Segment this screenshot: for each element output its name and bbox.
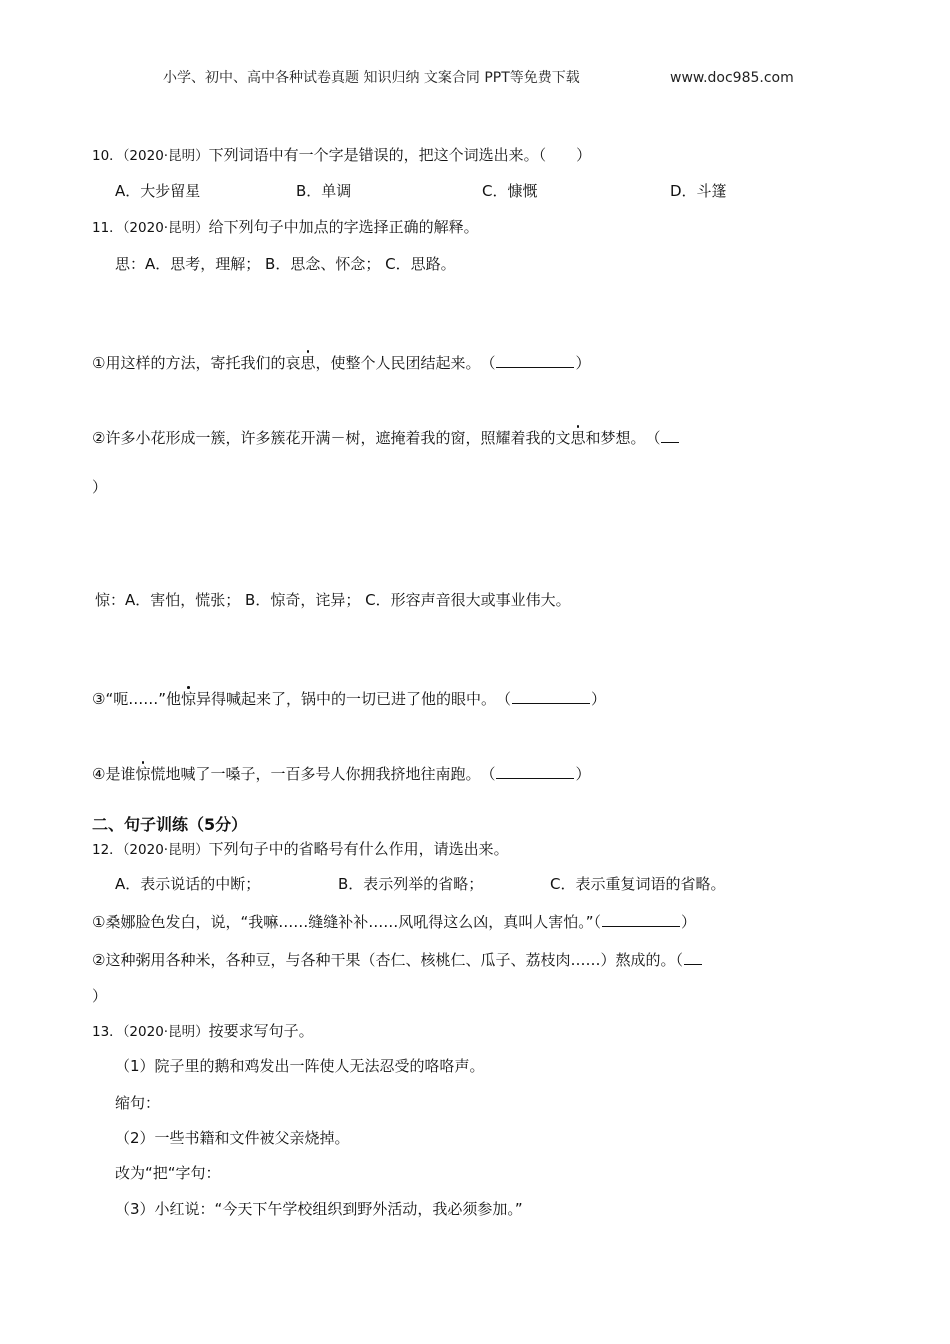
paren-close: ） (92, 478, 108, 496)
question-11 (92, 220, 479, 236)
paren-close: ） (681, 913, 697, 931)
dotted-char: 惊 (135, 765, 151, 783)
sentence-text: ①用这样的方法，寄托我们的哀 (92, 354, 301, 372)
paren-close: ） (92, 987, 108, 1005)
sentence-3 (92, 691, 606, 707)
header-text: 小学、初中、高中各种试卷真题 知识归纳 文案合同 PPT等免费下载 (163, 70, 580, 86)
sentence-text: ④是谁 (92, 765, 136, 783)
dotted-char: 思 (300, 354, 316, 372)
section-title: 二、句子训练（5分） (92, 815, 248, 834)
q13-part-2-label: 改为“把“字句： (115, 1164, 221, 1182)
sentence-text: ③“呃……”他 (92, 690, 181, 708)
paren-close: ） (575, 354, 591, 372)
header-url[interactable]: www.doc985.com (670, 70, 794, 86)
answer-blank[interactable] (602, 914, 680, 927)
question-stem: 按要求写句子。 (208, 1022, 314, 1040)
paren-close: ） (575, 765, 591, 783)
option-b[interactable]: B．单调 (296, 182, 352, 200)
sentence-text: ，使整个人民团结起来。 （ (315, 354, 496, 372)
q13-part-2: （2）一些书籍和文件被父亲烧掉。 (115, 1129, 350, 1147)
question-stem: 下列词语中有一个字是错误的，把这个词选出来。（ ） (208, 146, 592, 164)
question-number: 13． (92, 1024, 123, 1040)
answer-blank[interactable] (512, 691, 590, 704)
question-stem: 下列句子中的省略号有什么作用，请选出来。 (208, 840, 509, 858)
q12-sentence-2 (92, 952, 703, 968)
sentence-text: 异得喊起来了，锅中的一切已进了他的眼中。 （ (196, 690, 512, 708)
question-source: （2020·昆明） (122, 842, 209, 858)
question-number: 12． (92, 842, 123, 858)
question-source: （2020·昆明） (122, 220, 209, 236)
question-12 (92, 842, 509, 858)
answer-blank[interactable] (496, 355, 574, 368)
option-a[interactable]: A．大步留星 (115, 182, 201, 200)
sentence-text: 和梦想。 （ (585, 429, 661, 447)
jing-definitions: 惊：A．害怕，慌张； B．惊奇，诧异； C．形容声音很大或事业伟大。 (95, 591, 571, 609)
question-number: 10． (92, 148, 123, 164)
option-d[interactable]: D．斗篷 (670, 182, 727, 200)
question-stem: 给下列句子中加点的字选择正确的解释。 (208, 218, 479, 236)
question-source: （2020·昆明） (122, 1024, 209, 1040)
dotted-char: 惊 (181, 690, 197, 708)
si-definitions: 思：A．思考，理解； B．思念、怀念； C．思路。 (115, 255, 456, 273)
sentence-4 (92, 766, 591, 782)
sentence-text: 慌地喊了一嗓子，一百多号人你拥我挤地往南跑。 （ (150, 765, 496, 783)
question-source: （2020·昆明） (122, 148, 209, 164)
paren-close: ） (591, 690, 607, 708)
sentence-2 (92, 430, 680, 446)
answer-blank[interactable] (661, 430, 679, 443)
question-number: 11． (92, 220, 123, 236)
question-10 (92, 148, 591, 164)
dotted-char: 思 (570, 429, 586, 447)
question-13 (92, 1024, 314, 1040)
answer-blank[interactable] (496, 766, 574, 779)
sentence-1 (92, 355, 591, 371)
sentence-text: ②这种粥用各种米，各种豆，与各种干果（杏仁、核桃仁、瓜子、荔枝肉……）熬成的。（ (92, 951, 683, 969)
sentence-text: ①桑娜脸色发白，说，“我嘛……缝缝补补……风吼得这么凶，真叫人害怕。”（ (92, 913, 601, 931)
option-b[interactable]: B．表示列举的省略； (338, 875, 484, 893)
option-c[interactable]: C．表示重复词语的省略。 (550, 875, 726, 893)
answer-blank[interactable] (684, 952, 702, 965)
q13-part-1: （1）院子里的鹅和鸡发出一阵使人无法忍受的咯咯声。 (115, 1057, 485, 1075)
q12-sentence-1 (92, 914, 696, 930)
q13-part-1-label: 缩句： (115, 1094, 161, 1112)
sentence-text: ②许多小花形成一簇，许多簇花开满－树，遮掩着我的窗，照耀着我的文 (92, 429, 571, 447)
q13-part-3: （3）小红说：“今天下午学校组织到野外活动，我必须参加。” (115, 1200, 523, 1218)
option-a[interactable]: A．表示说话的中断； (115, 875, 261, 893)
option-c[interactable]: C．慷慨 (482, 182, 538, 200)
